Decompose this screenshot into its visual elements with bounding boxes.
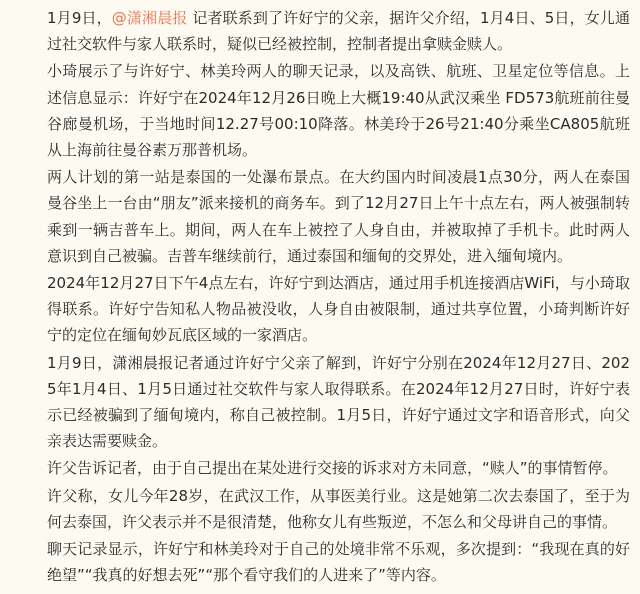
- paragraph-3: 两人计划的第一站是泰国的一处瀑布景点。在大约国内时间凌晨1点30分，两人在泰国曼谷坐上一台由“朋友”派来接机的商务车。到了12月27日上午十点左右，两人被强制转乘到一辆吉普车上。期间，两人在车上被控了人身自由，并被取掉了手机卡。此时两人意识到自己被骗。吉普车继续前行，通过泰国和缅甸的交界处，进入缅甸境内。: [47, 168, 630, 265]
- paragraph-7: 许父称，女儿今年28岁，在武汉工作，从事医美行业。这是她第二次去泰国了，至于为何去泰国，许父表示并不是很清楚，他称女儿有些叛逆，不怎么和父母讲自己的事情。: [47, 486, 630, 531]
- paragraph-2: 小琦展示了与许好宁、林美玲两人的聊天记录，以及高铁、航班、卫星定位等信息。上述信息显示：许好宁在2024年12月26日晚上大概19:40从武汉乘坐 FD573航班前往曼谷廊曼机场，于当地时间12.27号00:10降落。林美玲于26号21:40分乘坐CA805航班从上海前往曼谷素万那普机场。: [47, 62, 630, 160]
- paragraph-1: [47, 5, 630, 57]
- mention-link-xiaoxiang-chenbao[interactable]: @潇湘晨报: [111, 9, 188, 27]
- paragraph-1-lead: 1月9日，: [47, 9, 112, 27]
- paragraph-4: 2024年12月27日下午4点左右，许好宁到达酒店，通过用手机连接酒店WiFi，与小琦取得联系。许好宁告知私人物品被没收，人身自由被限制，通过共享位置，小琦判断许好宁的定位在缅甸妙瓦底区域的一家酒店。: [47, 274, 630, 345]
- paragraph-6: 许父告诉记者，由于自己提出在某处进行交接的诉求对方未同意，“赎人”的事情暂停。: [47, 459, 618, 478]
- paragraph-1-rest: 记者联系到了许好宁的父亲，据许父介绍，1月4日、5日，女儿通过社交软件与家人联系时，疑似已经被控制，控制者提出拿赎金赎人。: [47, 9, 630, 54]
- paragraph-5: 1月9日，潇湘晨报记者通过许好宁父亲了解到，许好宁分别在2024年12月27日、2025年1月4日、1月5日通过社交软件与家人取得联系。在2024年12月27日时，许好宁表示已经被骗到了缅甸境内，称自己被控制。1月5日，许好宁通过文字和语音形式，向父亲表达需要赎金。: [47, 353, 630, 451]
- paragraph-8: 聊天记录显示，许好宁和林美玲对于自己的处境非常不乐观，多次提到：“我现在真的好绝望”“我真的好想去死”“那个看守我们的人进来了”等内容。: [47, 540, 630, 585]
